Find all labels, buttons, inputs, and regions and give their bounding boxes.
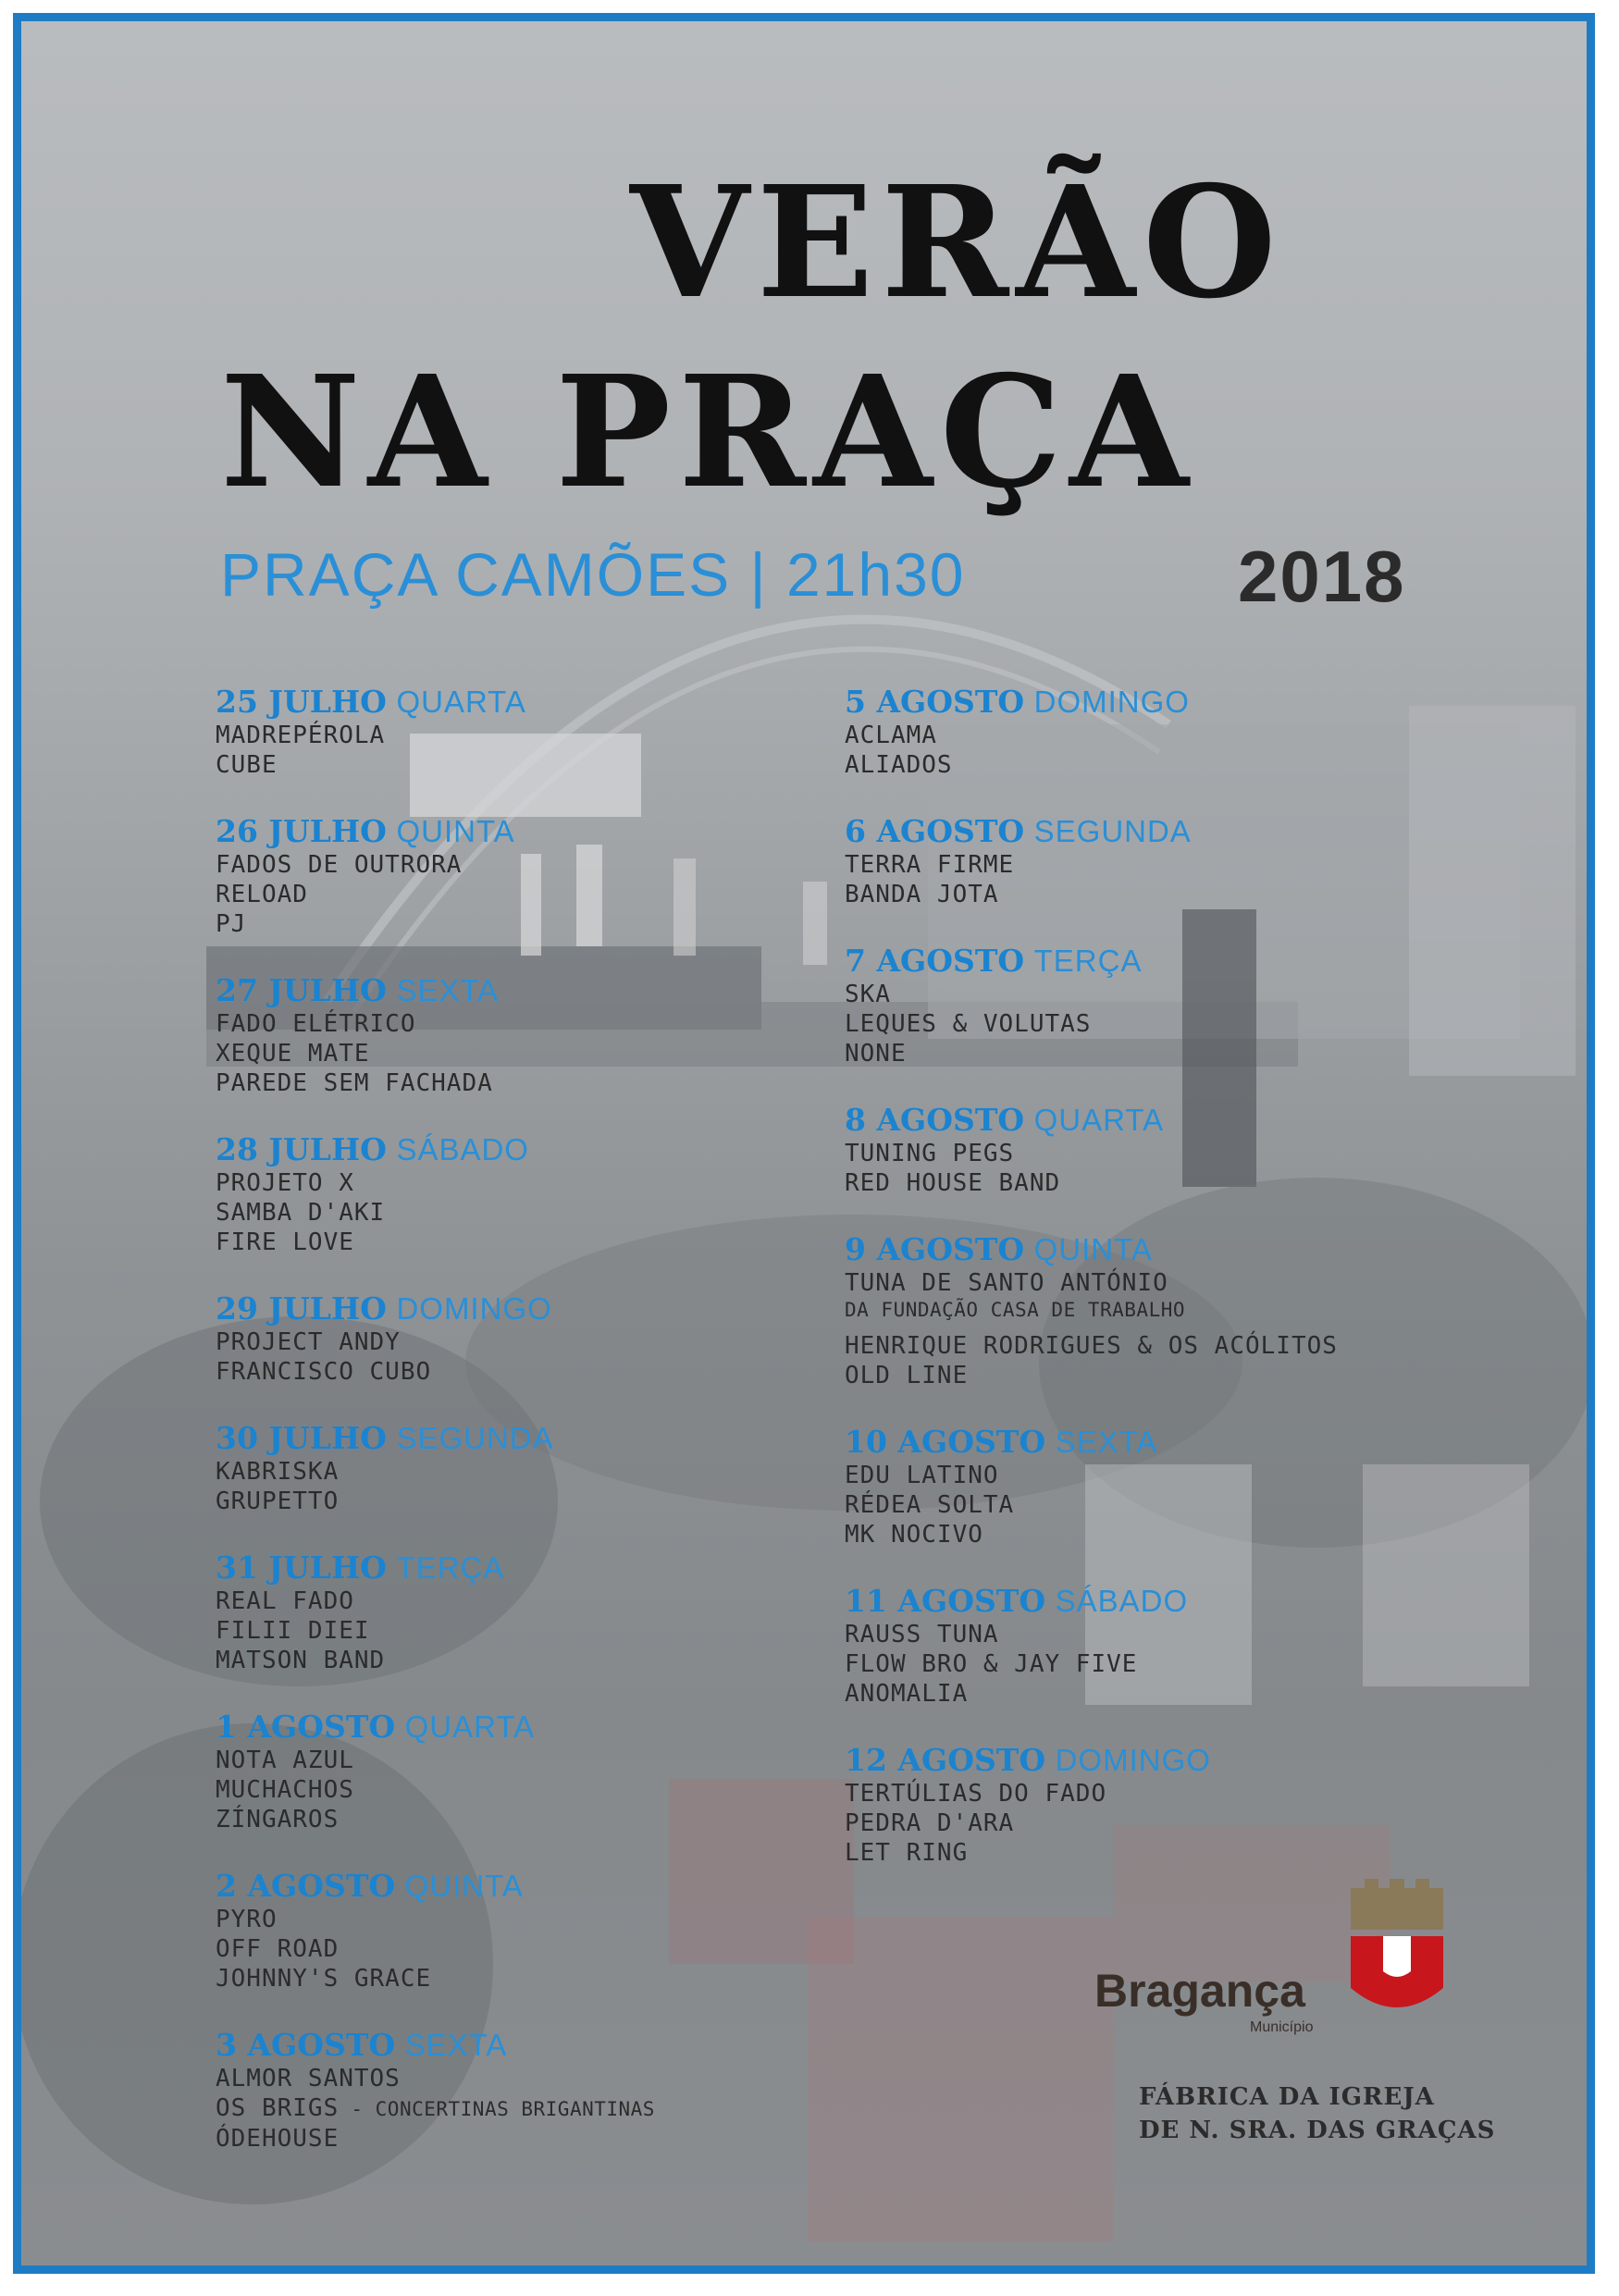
venue-time: PRAÇA CAMÕES | 21h30 bbox=[220, 540, 966, 609]
event-date: 1 AGOSTO bbox=[216, 1709, 396, 1745]
organizer-line1: FÁBRICA DA IGREJA bbox=[1139, 2083, 1435, 2111]
act-label: DA FUNDAÇÃO CASA DE TRABALHO bbox=[845, 1299, 1186, 1321]
event-weekday: QUARTA bbox=[404, 1710, 536, 1744]
act-name bbox=[845, 980, 1511, 1009]
act-list bbox=[216, 2064, 882, 2154]
event-weekday: SEXTA bbox=[404, 2028, 508, 2062]
schedule-event bbox=[216, 1868, 882, 1994]
event-weekday: SÁBADO bbox=[1055, 1584, 1189, 1618]
event-date-heading bbox=[845, 813, 1511, 850]
act-label: ANOMALIA bbox=[845, 1680, 969, 1708]
act-label: PJ bbox=[216, 910, 247, 938]
event-date-heading bbox=[845, 1583, 1511, 1620]
event-date-heading bbox=[216, 813, 882, 850]
act-label: MK NOCIVO bbox=[845, 1521, 983, 1549]
act-name bbox=[845, 1649, 1511, 1679]
event-date: 2 AGOSTO bbox=[216, 1868, 396, 1904]
act-label: PYRO bbox=[216, 1906, 278, 1933]
act-label: FADOS DE OUTRORA bbox=[216, 851, 463, 879]
act-name bbox=[845, 1139, 1511, 1168]
act-name bbox=[845, 1298, 1511, 1322]
event-date: 3 AGOSTO bbox=[216, 2027, 396, 2063]
act-name bbox=[216, 1905, 882, 1934]
act-list bbox=[845, 1620, 1511, 1709]
event-date: 31 JULHO bbox=[216, 1549, 387, 1586]
braganca-logo bbox=[1094, 1879, 1465, 2035]
schedule-event bbox=[845, 1102, 1511, 1198]
act-list bbox=[216, 1168, 882, 1257]
event-date-heading bbox=[845, 1424, 1511, 1461]
act-name bbox=[216, 880, 882, 909]
act-name bbox=[845, 1490, 1511, 1520]
castle-tower-icon bbox=[1346, 1879, 1448, 2018]
act-label: RÉDEA SOLTA bbox=[845, 1491, 1015, 1519]
schedule-column-right bbox=[845, 684, 1511, 1901]
schedule-event bbox=[845, 1742, 1511, 1868]
event-date: 9 AGOSTO bbox=[845, 1231, 1025, 1267]
event-date: 27 JULHO bbox=[216, 972, 387, 1008]
year: 2018 bbox=[1238, 536, 1406, 617]
act-name bbox=[216, 1168, 882, 1198]
event-date: 26 JULHO bbox=[216, 813, 387, 849]
act-list bbox=[845, 1139, 1511, 1198]
event-weekday: TERÇA bbox=[1033, 944, 1143, 978]
act-list bbox=[845, 980, 1511, 1068]
event-date-heading bbox=[216, 1868, 882, 1905]
act-name bbox=[216, 1009, 882, 1039]
act-name bbox=[216, 1616, 882, 1646]
act-label: NOTA AZUL bbox=[216, 1747, 354, 1774]
act-name bbox=[216, 2064, 882, 2093]
act-label: MADREPÉROLA bbox=[216, 722, 386, 749]
schedule-event bbox=[845, 813, 1511, 909]
event-weekday: DOMINGO bbox=[1055, 1743, 1211, 1777]
event-weekday: SEGUNDA bbox=[396, 1421, 554, 1455]
act-name bbox=[216, 721, 882, 750]
event-weekday: SEXTA bbox=[1055, 1425, 1158, 1459]
act-name bbox=[845, 850, 1511, 880]
act-name bbox=[216, 1228, 882, 1257]
event-weekday: DOMINGO bbox=[1033, 685, 1190, 719]
event-date: 29 JULHO bbox=[216, 1290, 387, 1327]
schedule-event bbox=[216, 1131, 882, 1257]
schedule-event bbox=[216, 1290, 882, 1387]
act-label: CUBE bbox=[216, 751, 278, 779]
act-label: MATSON BAND bbox=[216, 1647, 386, 1674]
act-list bbox=[845, 1268, 1511, 1390]
act-name bbox=[216, 750, 882, 780]
act-label: HENRIQUE RODRIGUES & OS ACÓLITOS bbox=[845, 1332, 1338, 1360]
act-label: GRUPETTO bbox=[216, 1487, 340, 1515]
act-name bbox=[216, 1775, 882, 1805]
event-weekday: TERÇA bbox=[396, 1550, 505, 1585]
schedule-event bbox=[216, 1420, 882, 1516]
schedule-event bbox=[216, 1549, 882, 1675]
act-name bbox=[845, 1808, 1511, 1838]
act-name bbox=[845, 1039, 1511, 1068]
act-label: LEQUES & VOLUTAS bbox=[845, 1010, 1092, 1038]
act-label: ZÍNGAROS bbox=[216, 1806, 340, 1833]
act-list bbox=[216, 1457, 882, 1516]
act-name bbox=[216, 1457, 882, 1487]
event-date-heading bbox=[845, 1102, 1511, 1139]
event-date-heading bbox=[216, 2027, 882, 2064]
act-name bbox=[216, 1805, 882, 1834]
act-label: PEDRA D'ARA bbox=[845, 1809, 1015, 1837]
act-name bbox=[216, 1646, 882, 1675]
event-weekday: SÁBADO bbox=[396, 1132, 529, 1167]
act-name bbox=[845, 1620, 1511, 1649]
event-date-heading bbox=[216, 1709, 882, 1746]
event-date: 25 JULHO bbox=[216, 684, 387, 720]
event-date-heading bbox=[845, 684, 1511, 721]
act-label: TERTÚLIAS DO FADO bbox=[845, 1780, 1107, 1808]
event-date-heading bbox=[845, 943, 1511, 980]
schedule-event bbox=[845, 684, 1511, 780]
event-date: 11 AGOSTO bbox=[845, 1583, 1046, 1619]
act-label: OLD LINE bbox=[845, 1362, 969, 1389]
poster-title-line1: VERÃO bbox=[630, 153, 1284, 333]
act-label: FADO ELÉTRICO bbox=[216, 1010, 416, 1038]
event-date-heading bbox=[216, 684, 882, 721]
act-label: XEQUE MATE bbox=[216, 1040, 370, 1068]
act-list bbox=[216, 721, 882, 780]
act-label: PROJECT ANDY bbox=[216, 1328, 401, 1356]
act-label: ALMOR SANTOS bbox=[216, 2065, 401, 2092]
act-note: - CONCERTINAS BRIGANTINAS bbox=[339, 2098, 655, 2120]
act-list bbox=[216, 1009, 882, 1098]
act-name bbox=[216, 850, 882, 880]
event-weekday: QUINTA bbox=[1033, 1232, 1153, 1266]
act-label: TERRA FIRME bbox=[845, 851, 1015, 879]
act-name bbox=[845, 721, 1511, 750]
act-name bbox=[216, 1357, 882, 1387]
act-name bbox=[845, 1361, 1511, 1390]
schedule-event bbox=[845, 1231, 1511, 1390]
event-date: 10 AGOSTO bbox=[845, 1424, 1046, 1460]
act-list bbox=[845, 1779, 1511, 1868]
act-name bbox=[845, 1168, 1511, 1198]
event-weekday: QUARTA bbox=[1033, 1103, 1165, 1137]
act-label: SAMBA D'AKI bbox=[216, 1199, 386, 1227]
act-name bbox=[845, 1779, 1511, 1808]
act-label: OFF ROAD bbox=[216, 1935, 340, 1963]
act-name bbox=[216, 2124, 882, 2154]
logo-wordmark: Bragança bbox=[1094, 1965, 1305, 2017]
act-name bbox=[845, 1268, 1511, 1298]
event-date: 28 JULHO bbox=[216, 1131, 387, 1167]
schedule-event bbox=[845, 943, 1511, 1068]
event-date: 30 JULHO bbox=[216, 1420, 387, 1456]
act-label: REAL FADO bbox=[216, 1587, 354, 1615]
event-date-heading bbox=[845, 1742, 1511, 1779]
act-label: TUNING PEGS bbox=[845, 1140, 1015, 1167]
event-weekday: QUARTA bbox=[396, 685, 526, 719]
act-label: PROJETO X bbox=[216, 1169, 354, 1197]
act-list bbox=[216, 1905, 882, 1994]
act-list bbox=[216, 1586, 882, 1675]
act-label: OS BRIGS bbox=[216, 2094, 340, 2122]
act-name bbox=[845, 1679, 1511, 1709]
schedule-event bbox=[216, 684, 882, 780]
event-date-heading bbox=[216, 1131, 882, 1168]
schedule-event bbox=[216, 2027, 882, 2154]
act-name bbox=[216, 1198, 882, 1228]
organizer-line2: DE N. SRA. DAS GRAÇAS bbox=[1139, 2117, 1496, 2144]
schedule-event bbox=[845, 1583, 1511, 1709]
act-name bbox=[845, 1461, 1511, 1490]
act-list bbox=[845, 1461, 1511, 1549]
act-label: ÓDEHOUSE bbox=[216, 2125, 340, 2153]
act-label: FRANCISCO CUBO bbox=[216, 1358, 432, 1386]
act-label: TUNA DE SANTO ANTÓNIO bbox=[845, 1269, 1168, 1297]
act-label: FILII DIEI bbox=[216, 1617, 370, 1645]
event-weekday: QUINTA bbox=[404, 1869, 524, 1903]
act-name bbox=[216, 2093, 882, 2124]
event-weekday: QUINTA bbox=[396, 814, 515, 848]
event-date-heading bbox=[216, 1290, 882, 1327]
poster-frame bbox=[13, 13, 1595, 2274]
act-label: NONE bbox=[845, 1040, 907, 1068]
schedule-event bbox=[845, 1424, 1511, 1549]
act-label: FIRE LOVE bbox=[216, 1228, 354, 1256]
act-label: BANDA JOTA bbox=[845, 881, 999, 908]
act-name bbox=[216, 1586, 882, 1616]
act-label: PAREDE SEM FACHADA bbox=[216, 1069, 493, 1097]
act-name bbox=[216, 909, 882, 939]
act-label: KABRISKA bbox=[216, 1458, 340, 1486]
event-weekday: DOMINGO bbox=[396, 1291, 552, 1326]
schedule-event bbox=[216, 1709, 882, 1834]
schedule-column-left bbox=[216, 684, 882, 2187]
act-name bbox=[216, 1487, 882, 1516]
event-date: 7 AGOSTO bbox=[845, 943, 1025, 979]
act-name bbox=[216, 1039, 882, 1068]
schedule-event bbox=[216, 813, 882, 939]
schedule-event bbox=[216, 972, 882, 1098]
act-label: RED HOUSE BAND bbox=[845, 1169, 1061, 1197]
logo-subtitle: Município bbox=[1250, 2019, 1314, 2035]
event-date: 6 AGOSTO bbox=[845, 813, 1025, 849]
act-name bbox=[845, 880, 1511, 909]
act-name bbox=[216, 1746, 882, 1775]
act-label: ALIADOS bbox=[845, 751, 953, 779]
act-list bbox=[845, 721, 1511, 780]
event-date-heading bbox=[845, 1231, 1511, 1268]
act-label: JOHNNY'S GRACE bbox=[216, 1965, 432, 1993]
act-label: RELOAD bbox=[216, 881, 308, 908]
act-list bbox=[845, 850, 1511, 909]
event-date-heading bbox=[216, 972, 882, 1009]
act-label: MUCHACHOS bbox=[216, 1776, 354, 1804]
act-label: EDU LATINO bbox=[845, 1462, 999, 1489]
act-list bbox=[216, 850, 882, 939]
act-list bbox=[216, 1746, 882, 1834]
event-date: 5 AGOSTO bbox=[845, 684, 1025, 720]
organizer bbox=[1139, 2080, 1495, 2147]
poster-title-line2: NA PRAÇA bbox=[220, 342, 1196, 523]
act-name bbox=[845, 750, 1511, 780]
act-label: RAUSS TUNA bbox=[845, 1621, 999, 1648]
event-weekday: SEXTA bbox=[396, 973, 500, 1007]
act-label: FLOW BRO & JAY FIVE bbox=[845, 1650, 1138, 1678]
act-name bbox=[216, 1964, 882, 1994]
act-list bbox=[216, 1327, 882, 1387]
act-label: LET RING bbox=[845, 1839, 969, 1867]
act-name bbox=[216, 1068, 882, 1098]
event-date-heading bbox=[216, 1549, 882, 1586]
act-label: ACLAMA bbox=[845, 722, 937, 749]
event-weekday: SEGUNDA bbox=[1033, 814, 1192, 848]
event-date: 12 AGOSTO bbox=[845, 1742, 1046, 1778]
act-name bbox=[845, 1331, 1511, 1361]
act-name bbox=[845, 1009, 1511, 1039]
event-date-heading bbox=[216, 1420, 882, 1457]
act-name bbox=[216, 1327, 882, 1357]
act-name bbox=[845, 1838, 1511, 1868]
event-date: 8 AGOSTO bbox=[845, 1102, 1025, 1138]
act-name bbox=[216, 1934, 882, 1964]
act-name bbox=[845, 1520, 1511, 1549]
act-label: SKA bbox=[845, 981, 891, 1008]
